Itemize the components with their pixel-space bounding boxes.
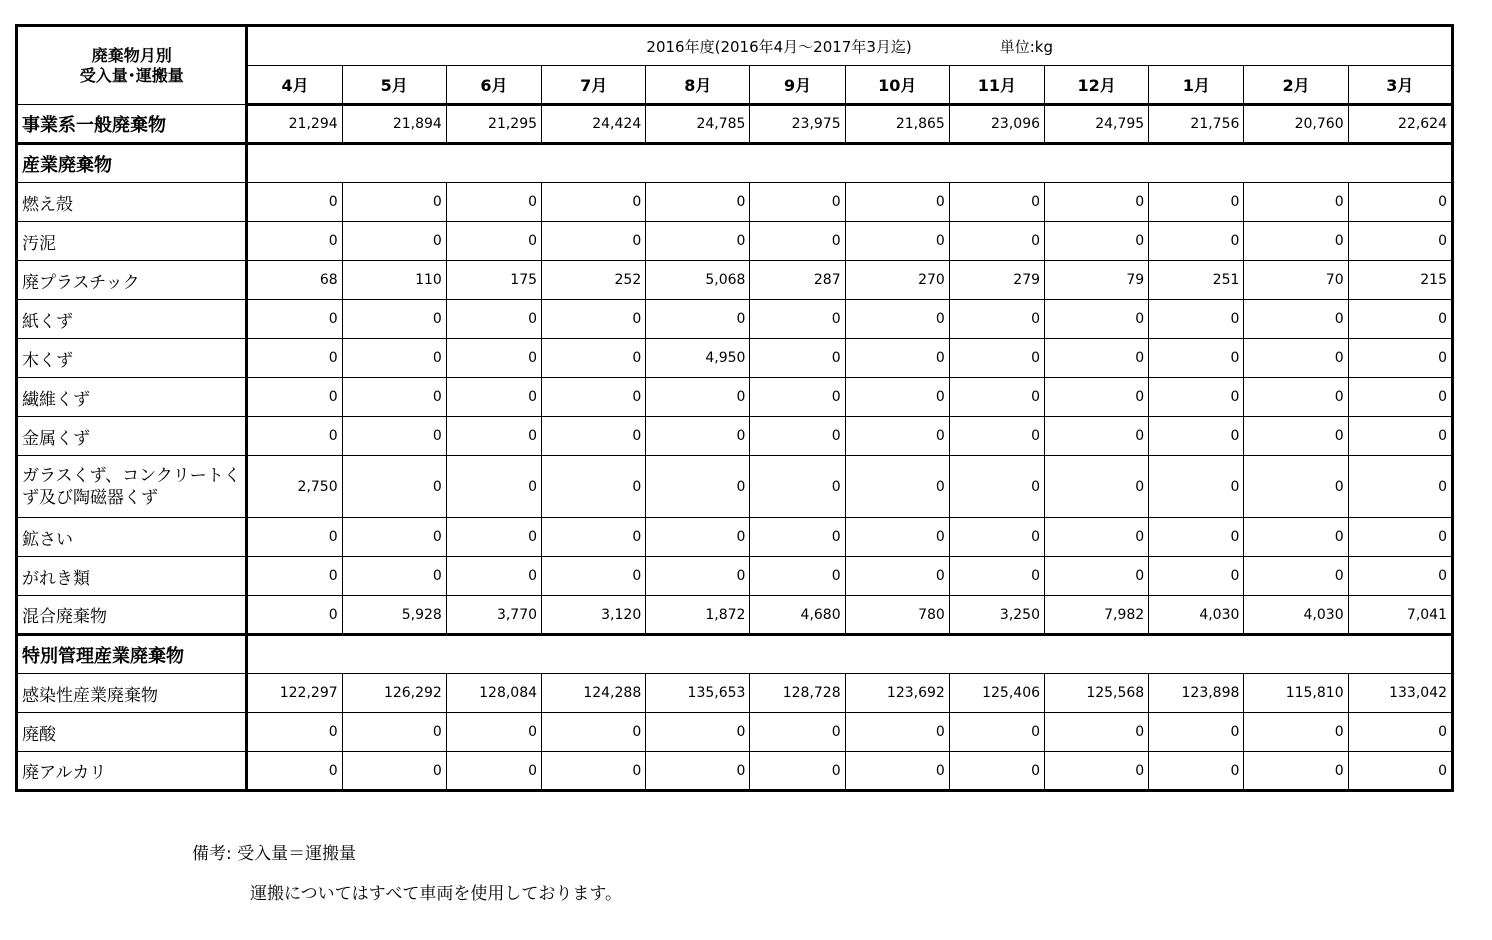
section-heading: 産業廃棄物 xyxy=(17,144,247,183)
waste-table xyxy=(15,24,1454,792)
value-cell: 0 xyxy=(342,456,446,518)
value-cell: 0 xyxy=(845,557,949,596)
value-cell: 0 xyxy=(750,378,845,417)
value-cell: 0 xyxy=(1244,339,1348,378)
value-cell: 23,096 xyxy=(949,105,1044,144)
value-cell: 0 xyxy=(446,378,541,417)
month-header-cell: 11月 xyxy=(949,66,1044,105)
value-cell: 0 xyxy=(949,557,1044,596)
value-cell: 0 xyxy=(1045,557,1149,596)
notes xyxy=(192,843,622,904)
value-cell: 0 xyxy=(247,417,342,456)
value-cell: 0 xyxy=(646,713,750,752)
value-cell: 0 xyxy=(1149,222,1244,261)
value-cell: 122,297 xyxy=(247,674,342,713)
table-row xyxy=(17,596,1453,635)
value-cell: 0 xyxy=(446,557,541,596)
value-cell: 0 xyxy=(1244,713,1348,752)
row-label: 燃え殻 xyxy=(17,183,247,222)
value-cell: 0 xyxy=(845,456,949,518)
value-cell: 0 xyxy=(1149,713,1244,752)
value-cell: 0 xyxy=(446,222,541,261)
value-cell: 0 xyxy=(542,183,646,222)
value-cell: 22,624 xyxy=(1348,105,1452,144)
section-heading-blank xyxy=(247,144,1453,183)
value-cell: 0 xyxy=(446,183,541,222)
value-cell: 0 xyxy=(342,417,446,456)
value-cell: 0 xyxy=(845,183,949,222)
value-cell: 279 xyxy=(949,261,1044,300)
value-cell: 0 xyxy=(845,222,949,261)
value-cell: 0 xyxy=(1348,456,1452,518)
value-cell: 0 xyxy=(646,518,750,557)
table-row xyxy=(17,378,1453,417)
value-cell: 0 xyxy=(542,752,646,791)
month-header-cell: 2月 xyxy=(1244,66,1348,105)
row-label: 混合廃棄物 xyxy=(17,596,247,635)
value-cell: 23,975 xyxy=(750,105,845,144)
row-label: 木くず xyxy=(17,339,247,378)
value-cell: 0 xyxy=(949,378,1044,417)
row-label: 感染性産業廃棄物 xyxy=(17,674,247,713)
value-cell: 215 xyxy=(1348,261,1452,300)
value-cell: 0 xyxy=(1045,518,1149,557)
value-cell: 21,865 xyxy=(845,105,949,144)
value-cell: 0 xyxy=(1045,183,1149,222)
value-cell: 0 xyxy=(949,417,1044,456)
row-label: 金属くず xyxy=(17,417,247,456)
value-cell: 70 xyxy=(1244,261,1348,300)
month-header-cell: 6月 xyxy=(446,66,541,105)
value-cell: 0 xyxy=(646,557,750,596)
table-row xyxy=(17,518,1453,557)
value-cell: 0 xyxy=(247,557,342,596)
row-label: 事業系一般廃棄物 xyxy=(17,105,247,144)
month-header-cell: 12月 xyxy=(1045,66,1149,105)
value-cell: 123,692 xyxy=(845,674,949,713)
value-cell: 128,084 xyxy=(446,674,541,713)
month-header-cell: 10月 xyxy=(845,66,949,105)
value-cell: 79 xyxy=(1045,261,1149,300)
value-cell: 0 xyxy=(750,752,845,791)
value-cell: 0 xyxy=(1244,456,1348,518)
value-cell: 125,406 xyxy=(949,674,1044,713)
value-cell: 0 xyxy=(542,456,646,518)
row-label: 廃酸 xyxy=(17,713,247,752)
notes-line2: 運搬についてはすべて車両を使用しております。 xyxy=(250,884,622,904)
value-cell: 0 xyxy=(845,417,949,456)
value-cell: 0 xyxy=(646,417,750,456)
value-cell: 0 xyxy=(1045,300,1149,339)
value-cell: 20,760 xyxy=(1244,105,1348,144)
value-cell: 0 xyxy=(1348,752,1452,791)
value-cell: 0 xyxy=(342,518,446,557)
table-row xyxy=(17,339,1453,378)
notes-line1: 備考: 受入量＝運搬量 xyxy=(192,844,357,864)
table-title-line1: 廃棄物月別 xyxy=(91,45,172,65)
value-cell: 0 xyxy=(1348,557,1452,596)
unit-text: 単位:kg xyxy=(999,37,1054,56)
table-row xyxy=(17,557,1453,596)
value-cell: 0 xyxy=(1244,417,1348,456)
value-cell: 0 xyxy=(342,557,446,596)
value-cell: 0 xyxy=(1348,378,1452,417)
value-cell: 0 xyxy=(646,300,750,339)
value-cell: 110 xyxy=(342,261,446,300)
value-cell: 68 xyxy=(247,261,342,300)
value-cell: 0 xyxy=(949,713,1044,752)
value-cell: 0 xyxy=(646,222,750,261)
value-cell: 0 xyxy=(1348,183,1452,222)
value-cell: 115,810 xyxy=(1244,674,1348,713)
value-cell: 0 xyxy=(247,713,342,752)
value-cell: 0 xyxy=(1244,300,1348,339)
value-cell: 0 xyxy=(1045,456,1149,518)
value-cell: 7,982 xyxy=(1045,596,1149,635)
value-cell: 0 xyxy=(1149,300,1244,339)
month-header-cell: 5月 xyxy=(342,66,446,105)
table-row xyxy=(17,261,1453,300)
value-cell: 0 xyxy=(1149,752,1244,791)
value-cell: 0 xyxy=(247,300,342,339)
value-cell: 175 xyxy=(446,261,541,300)
value-cell: 0 xyxy=(446,300,541,339)
value-cell: 0 xyxy=(542,518,646,557)
value-cell: 21,756 xyxy=(1149,105,1244,144)
row-label: 鉱さい xyxy=(17,518,247,557)
value-cell: 0 xyxy=(845,713,949,752)
month-header-cell: 4月 xyxy=(247,66,342,105)
value-cell: 21,294 xyxy=(247,105,342,144)
value-cell: 0 xyxy=(949,339,1044,378)
value-cell: 0 xyxy=(646,752,750,791)
period-header xyxy=(247,26,1453,66)
value-cell: 0 xyxy=(247,339,342,378)
value-cell: 124,288 xyxy=(542,674,646,713)
table-title-line2: 受入量･運搬量 xyxy=(79,65,184,85)
value-cell: 0 xyxy=(1348,339,1452,378)
value-cell: 128,728 xyxy=(750,674,845,713)
value-cell: 0 xyxy=(646,456,750,518)
value-cell: 0 xyxy=(845,752,949,791)
value-cell: 0 xyxy=(845,518,949,557)
value-cell: 4,030 xyxy=(1149,596,1244,635)
table-title xyxy=(17,26,247,105)
value-cell: 125,568 xyxy=(1045,674,1149,713)
table-row xyxy=(17,417,1453,456)
value-cell: 3,770 xyxy=(446,596,541,635)
value-cell: 4,030 xyxy=(1244,596,1348,635)
row-label: 汚泥 xyxy=(17,222,247,261)
value-cell: 270 xyxy=(845,261,949,300)
table-row xyxy=(17,713,1453,752)
value-cell: 0 xyxy=(247,518,342,557)
value-cell: 2,750 xyxy=(247,456,342,518)
value-cell: 0 xyxy=(646,378,750,417)
value-cell: 0 xyxy=(949,222,1044,261)
value-cell: 0 xyxy=(750,713,845,752)
value-cell: 0 xyxy=(1244,222,1348,261)
value-cell: 0 xyxy=(1348,222,1452,261)
value-cell: 0 xyxy=(446,752,541,791)
value-cell: 0 xyxy=(1045,417,1149,456)
value-cell: 251 xyxy=(1149,261,1244,300)
value-cell: 0 xyxy=(1149,417,1244,456)
table-row xyxy=(17,105,1453,144)
value-cell: 0 xyxy=(342,713,446,752)
table-row xyxy=(17,456,1453,518)
value-cell: 0 xyxy=(1149,557,1244,596)
table-row xyxy=(17,752,1453,791)
value-cell: 0 xyxy=(1244,518,1348,557)
value-cell: 133,042 xyxy=(1348,674,1452,713)
value-cell: 7,041 xyxy=(1348,596,1452,635)
value-cell: 3,120 xyxy=(542,596,646,635)
table-row xyxy=(17,674,1453,713)
value-cell: 252 xyxy=(542,261,646,300)
value-cell: 780 xyxy=(845,596,949,635)
table-row xyxy=(17,183,1453,222)
month-header-cell: 1月 xyxy=(1149,66,1244,105)
value-cell: 0 xyxy=(646,183,750,222)
value-cell: 0 xyxy=(247,378,342,417)
value-cell: 0 xyxy=(446,518,541,557)
section-heading-row xyxy=(17,144,1453,183)
row-label: ガラスくず、コンクリートくず及び陶磁器くず xyxy=(17,456,247,518)
value-cell: 0 xyxy=(750,339,845,378)
value-cell: 0 xyxy=(1149,378,1244,417)
value-cell: 0 xyxy=(1149,456,1244,518)
value-cell: 0 xyxy=(1348,300,1452,339)
value-cell: 0 xyxy=(1348,713,1452,752)
row-label: 繊維くず xyxy=(17,378,247,417)
value-cell: 0 xyxy=(342,752,446,791)
value-cell: 0 xyxy=(750,300,845,339)
value-cell: 135,653 xyxy=(646,674,750,713)
value-cell: 126,292 xyxy=(342,674,446,713)
value-cell: 0 xyxy=(342,222,446,261)
value-cell: 0 xyxy=(949,183,1044,222)
value-cell: 0 xyxy=(247,596,342,635)
value-cell: 0 xyxy=(1045,339,1149,378)
section-heading: 特別管理産業廃棄物 xyxy=(17,635,247,674)
section-heading-row xyxy=(17,635,1453,674)
value-cell: 0 xyxy=(1045,713,1149,752)
value-cell: 0 xyxy=(542,378,646,417)
value-cell: 0 xyxy=(1045,378,1149,417)
value-cell: 21,295 xyxy=(446,105,541,144)
value-cell: 21,894 xyxy=(342,105,446,144)
value-cell: 0 xyxy=(1348,518,1452,557)
value-cell: 24,424 xyxy=(542,105,646,144)
value-cell: 287 xyxy=(750,261,845,300)
value-cell: 0 xyxy=(750,417,845,456)
value-cell: 0 xyxy=(342,300,446,339)
value-cell: 24,795 xyxy=(1045,105,1149,144)
value-cell: 123,898 xyxy=(1149,674,1244,713)
value-cell: 0 xyxy=(750,456,845,518)
value-cell: 0 xyxy=(542,713,646,752)
row-label: がれき類 xyxy=(17,557,247,596)
value-cell: 0 xyxy=(1244,378,1348,417)
value-cell: 0 xyxy=(845,378,949,417)
value-cell: 0 xyxy=(949,518,1044,557)
value-cell: 0 xyxy=(342,378,446,417)
value-cell: 0 xyxy=(1244,183,1348,222)
value-cell: 3,250 xyxy=(949,596,1044,635)
month-header-cell: 9月 xyxy=(750,66,845,105)
value-cell: 0 xyxy=(949,456,1044,518)
value-cell: 0 xyxy=(845,339,949,378)
section-heading-blank xyxy=(247,635,1453,674)
value-cell: 0 xyxy=(247,183,342,222)
value-cell: 0 xyxy=(750,518,845,557)
value-cell: 0 xyxy=(750,183,845,222)
value-cell: 5,068 xyxy=(646,261,750,300)
value-cell: 0 xyxy=(446,417,541,456)
value-cell: 0 xyxy=(750,557,845,596)
value-cell: 0 xyxy=(247,222,342,261)
value-cell: 0 xyxy=(750,222,845,261)
value-cell: 0 xyxy=(1149,339,1244,378)
table-row xyxy=(17,222,1453,261)
value-cell: 0 xyxy=(1045,752,1149,791)
value-cell: 0 xyxy=(446,713,541,752)
value-cell: 0 xyxy=(342,183,446,222)
row-label: 廃アルカリ xyxy=(17,752,247,791)
value-cell: 0 xyxy=(1348,417,1452,456)
value-cell: 4,950 xyxy=(646,339,750,378)
value-cell: 0 xyxy=(1149,518,1244,557)
value-cell: 24,785 xyxy=(646,105,750,144)
value-cell: 4,680 xyxy=(750,596,845,635)
value-cell: 0 xyxy=(446,339,541,378)
value-cell: 0 xyxy=(542,222,646,261)
value-cell: 0 xyxy=(542,557,646,596)
value-cell: 0 xyxy=(845,300,949,339)
row-label: 紙くず xyxy=(17,300,247,339)
month-header-cell: 7月 xyxy=(542,66,646,105)
value-cell: 0 xyxy=(247,752,342,791)
value-cell: 0 xyxy=(542,300,646,339)
value-cell: 0 xyxy=(1244,557,1348,596)
value-cell: 0 xyxy=(446,456,541,518)
month-header-cell: 8月 xyxy=(646,66,750,105)
value-cell: 0 xyxy=(1045,222,1149,261)
period-text: 2016年度(2016年4月～2017年3月迄) xyxy=(646,37,912,56)
row-label: 廃プラスチック xyxy=(17,261,247,300)
value-cell: 5,928 xyxy=(342,596,446,635)
value-cell: 0 xyxy=(542,339,646,378)
value-cell: 0 xyxy=(342,339,446,378)
month-header-cell: 3月 xyxy=(1348,66,1452,105)
value-cell: 0 xyxy=(949,752,1044,791)
table-row xyxy=(17,300,1453,339)
value-cell: 0 xyxy=(1244,752,1348,791)
value-cell: 0 xyxy=(949,300,1044,339)
value-cell: 0 xyxy=(542,417,646,456)
value-cell: 1,872 xyxy=(646,596,750,635)
value-cell: 0 xyxy=(1149,183,1244,222)
